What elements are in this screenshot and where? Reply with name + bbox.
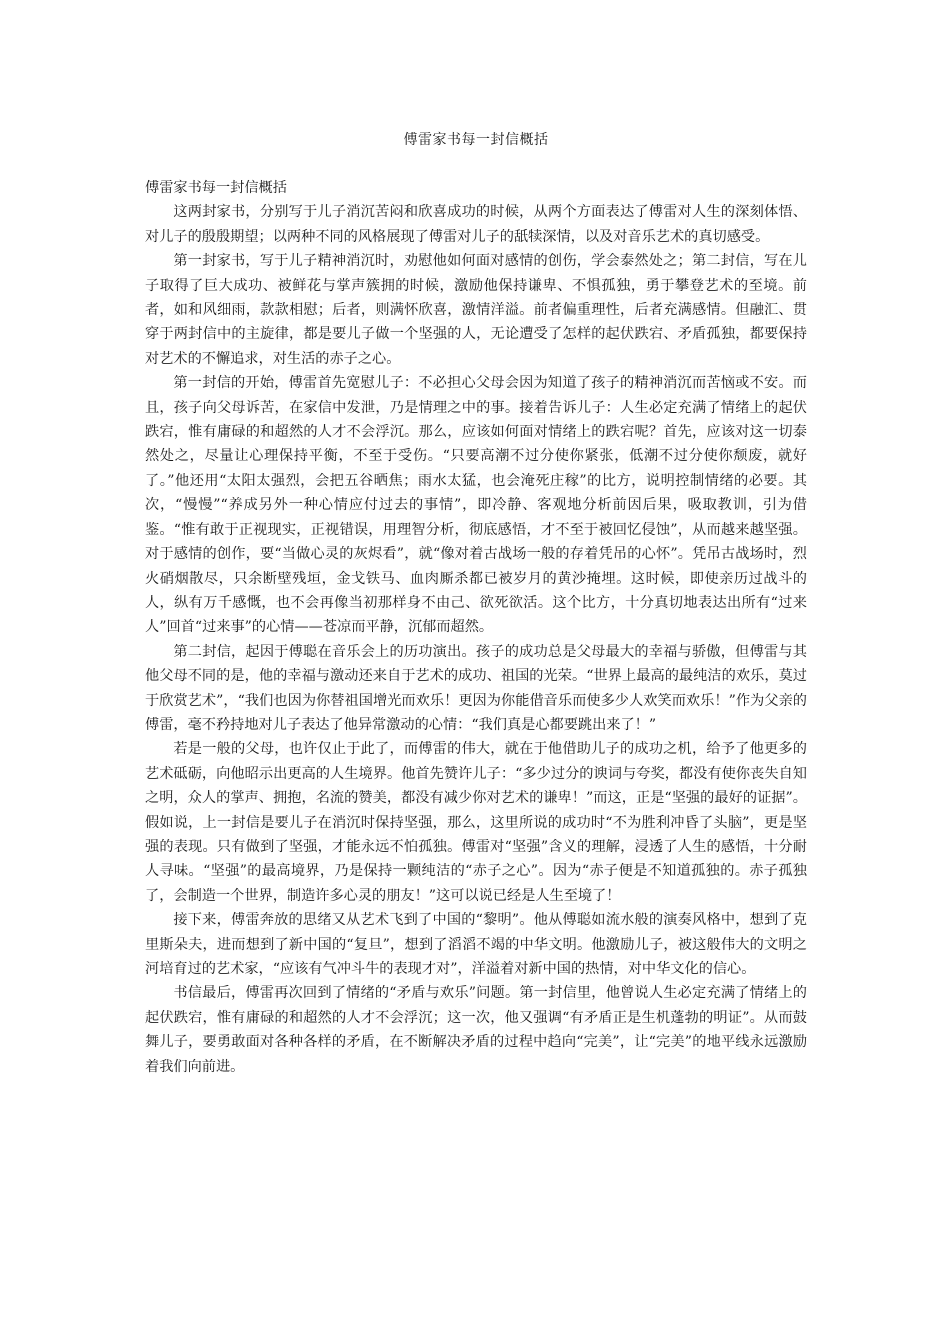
document-subtitle: 傅雷家书每一封信概括 — [145, 180, 287, 196]
paragraph-1: 这两封家书，分别写于儿子消沉苦闷和欣喜成功的时候，从两个方面表达了傅雷对人生的深刻体悟、对儿子的殷殷期望；以两种不同的风格展现了傅雷对儿子的舐犊深情，以及对音乐艺术的真切感受。 — [145, 204, 807, 245]
paragraph-3: 第一封信的开始，傅雷首先宽慰儿子：不必担心父母会因为知道了孩子的精神消沉而苦恼或不安。而且，孩子向父母诉苦，在家信中发泄，乃是情理之中的事。接着告诉儿子：人生必定充满了情绪上的起伏跌宕，惟有庸碌的和超然的人才不会浮沉。那么，应该如何面对情绪上的跌宕呢？首先，应该对这一切泰然处之，尽量让心理保持平衡，不至于受伤。“只要高潮不过分使你紧张，低潮不过分使你颓废，就好了。”他还用“太阳太强烈，会把五谷晒焦；雨水太猛，也会淹死庄稼”的比方，说明控制情绪的必要。其次，“慢慢”“养成另外一种心情应付过去的事情”，即冷静、客观地分析前因后果，吸取教训，引为借鉴。“惟有敢于正视现实，正视错误，用理智分析，彻底感悟，才不至于被回忆侵蚀”，从而越来越坚强。对于感情的创作，要“当做心灵的灰烬看”，就“像对着古战场一般的存着凭吊的心怀”。凭吊古战场时，烈火硝烟散尽，只余断壁残垣，金戈铁马、血肉厮杀都已被岁月的黄沙掩埋。这时候，即使亲历过战斗的人，纵有万千感慨，也不会再像当初那样身不由己、欲死欲活。这个比方，十分真切地表达出所有“过来人”回首“过来事”的心情——苍凉而平静，沉郁而超然。 — [145, 375, 807, 636]
paragraph-4: 第二封信，起因于傅聪在音乐会上的历功演出。孩子的成功总是父母最大的幸福与骄傲，但傅雷与其他父母不同的是，他的幸福与激动还来自于艺术的成功、祖国的光荣。“世界上最高的最纯洁的欢乐，莫过于欣赏艺术”，“我们也因为你替祖国增光而欢乐！更因为你能借音乐而使多少人欢笑而欢乐！”作为父亲的傅雷，毫不矜持地对儿子表达了他异常激动的心情：“我们真是心都要跳出来了！” — [145, 643, 807, 733]
paragraph-5: 若是一般的父母，也许仅止于此了，而傅雷的伟大，就在于他借助儿子的成功之机，给予了他更多的艺术砥砺，向他昭示出更高的人生境界。他首先赞许儿子：“多少过分的谀词与夸奖，都没有使你丧失自知之明，众人的掌声、拥抱，名流的赞美，都没有减少你对艺术的谦卑！”而这，正是“坚强的最好的证据”。假如说，上一封信是要儿子在消沉时保持坚强，那么，这里所说的成功时“不为胜利冲昏了头脑”，更是坚强的表现。只有做到了坚强，才能永远不怕孤独。傅雷对“坚强”含义的理解，浸透了人生的感悟，十分耐人寻味。“坚强”的最高境界，乃是保持一颗纯洁的“赤子之心”。因为“赤子便是不知道孤独的。赤子孤独了，会制造一个世界，制造许多心灵的朋友！”这可以说已经是人生至境了！ — [145, 741, 807, 904]
document-title: 傅雷家书每一封信概括 — [403, 132, 549, 148]
paragraph-7: 书信最后，傅雷再次回到了情绪的“矛盾与欢乐”问题。第一封信里，他曾说人生必定充满了情绪上的起伏跌宕，惟有庸碌的和超然的人才不会浮沉；这一次，他又强调“有矛盾正是生机蓬勃的明证”。从而鼓舞儿子，要勇敢面对各种各样的矛盾，在不断解决矛盾的过程中趋向“完美”，让“完美”的地平线永远激励着我们向前进。 — [145, 985, 808, 1075]
paragraph-2: 第一封家书，写于儿子精神消沉时，劝慰他如何面对感情的创伤，学会泰然处之；第二封信，写在儿子取得了巨大成功、被鲜花与掌声簇拥的时候，激励他保持谦卑、不惧孤独，勇于攀登艺术的至境。前者，如和风细雨，款款相慰；后者，则满怀欣喜，激情洋溢。前者偏重理性，后者充满感情。但融汇、贯穿于两封信中的主旋律，都是要儿子做一个坚强的人，无论遭受了怎样的起伏跌宕、矛盾孤独，都要保持对艺术的不懈追求，对生活的赤子之心。 — [145, 253, 807, 367]
paragraph-6: 接下来，傅雷奔放的思绪又从艺术飞到了中国的“黎明”。他从傅聪如流水般的演奏风格中，想到了克里斯朵夫，进而想到了新中国的“复旦”，想到了滔滔不竭的中华文明。他激励儿子，被这般伟大的文明之河培育过的艺术家，“应该有气冲斗牛的表现才对”，洋溢着对新中国的热情，对中华文化的信心。 — [145, 912, 807, 977]
document-body — [145, 176, 807, 1079]
